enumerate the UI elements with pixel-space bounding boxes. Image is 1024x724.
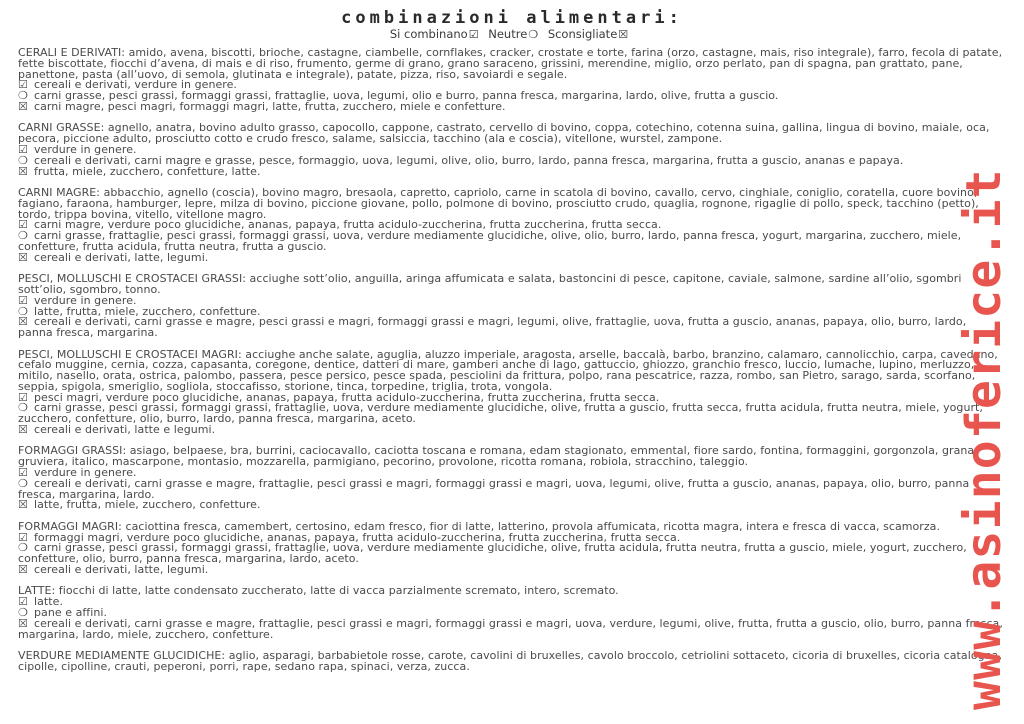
crossed-box-icon: ☒ xyxy=(18,164,28,178)
row-neutre-text: cereali e derivati, carni grasse e magre, frattaglie, pesci grassi e magri, formaggi grassi e magri, uova, legumi, olive, frutta a guscio, ananas, papaya, olio, burro, panna fresca, margarina, lardo. xyxy=(18,476,970,501)
row-sconsigliate xyxy=(18,99,1003,113)
row-sconsigliate xyxy=(18,500,1003,511)
row-neutre xyxy=(18,543,1003,565)
checked-box-icon: ☑ xyxy=(18,595,28,609)
row-sconsigliate-text: cereali e derivati, carni grasse e magre, frattaglie, pesci grassi e magri, formaggi grassi e magri, uova, verdure, legumi, olive, frutta, frutta a guscio, olio, burro, panna fresca, margarina, lardo, miele, zucchero, confetture. xyxy=(18,616,1003,641)
section-carni-grasse xyxy=(18,123,1003,177)
section-cereali xyxy=(18,48,1003,113)
row-sconsigliate xyxy=(18,565,1003,576)
legend-label-neutre: Neutre xyxy=(488,27,528,41)
row-neutre-text: cereali e derivati, carni magre e grasse, pesce, formaggio, uova, legumi, olive, olio, burro, lardo, panna fresca, margarina, frutta a guscio, ananas e papaya. xyxy=(34,153,904,167)
section-heading: CARNI GRASSE: agnello, anatra, bovino adulto grasso, capocollo, cappone, castrato, cervello di bovino, coppa, cotechino, cotenna suina, gallina, lingua di bovino, maiale, oca, pecora, piccione adulto, prosciutto cotto e crudo fresco, salame, salsiccia, tacchino (ala e coscia), vitellone, wurstel, zampone. xyxy=(18,121,990,146)
row-neutre-text: latte, frutta, miele, zucchero, confetture. xyxy=(34,304,261,318)
row-si-text: verdure in genere. xyxy=(34,293,137,307)
circle-icon: ❍ xyxy=(528,28,539,41)
section-heading: CARNI MAGRE: abbacchio, agnello (coscia), bovino magro, bresaola, capretto, capriolo, carne in scatola di bovino, cavallo, cervo, cinghiale, coniglio, coratella, cuore bovino, fagiano, faraona, hamburger, lepre, milza di bovino, piccione giovane, pollo, polmone di bovino, prosciutto crudo, quaglia, rognone, rigaglie di pollo, speck, tacchino (petto), tordo, trippa bovina, vitello, vitellone magro. xyxy=(18,185,979,221)
row-si-text: formaggi magri, verdure poco glucidiche, ananas, papaya, frutta acidulo-zuccherina, frutta zuccherina, frutta secca. xyxy=(34,530,681,544)
row-si-text: verdure in genere. xyxy=(34,466,137,480)
row-neutre xyxy=(18,403,1003,425)
row-neutre-text: carni grasse, pesci grassi, formaggi grassi, frattaglie, uova, verdure mediamente glucidiche, olive, frutta acidula, frutta neutra, frutta a guscio, miele, yogurt, zucchero, confetture, olio, burro, panna fresca, margarina, lardo, aceto. xyxy=(18,541,967,566)
legend-label-sconsigliate: Sconsigliate xyxy=(547,27,618,41)
section-heading: LATTE: fiocchi di latte, latte condensato zuccherato, latte di vacca parzialmente scremato, intero, scremato. xyxy=(18,584,619,598)
section-heading: FORMAGGI GRASSI: asiago, belpaese, bra, burrini, caciocavallo, caciotta toscana e romana, edam stagionato, emmental, fiore sardo, fontina, formaggini, gorgonzola, grana, gruviera, italico, mascarpone, montasio, mozzarella, parmigiano, pecorino, provolone, ricotta romana, robiola, stracchino, taleggio. xyxy=(18,444,978,469)
circle-icon: ❍ xyxy=(18,153,28,167)
row-sconsigliate-text: latte, frutta, miele, zucchero, confetture. xyxy=(34,498,261,512)
section-heading: PESCI, MOLLUSCHI E CROSTACEI MAGRI: acciughe anche salate, aguglia, aluzzo imperiale, aragosta, arselle, baccalà, barbo, branzino, calamaro, cannolicchio, carpa, cavedano, cefalo muggine, cernia, cozza, capasanta, coregone, dentice, datteri di mare, gamberi anche di lago, gattuccio, ghiozzo, granchio fresco, luccio, lumache, lupino, merluzzo, mitilo, nasello, orata, ostrica, palombo, passera, pesce persico, pesce spada, pesciolini da frittura, polpo, rana pescatrice, razza, rombo, san Pietro, sarago, sarda, scorfano, seppia, spigola, smeriglio, sogliola, stoccafisso, storione, tinca, torpedine, triglia, trota, vongola. xyxy=(18,347,998,393)
row-si-text: pesci magri, verdure poco glucidiche, ananas, papaya, frutta acidulo-zuccherina, frutta zuccherina, frutta secca. xyxy=(34,390,660,404)
row-sconsigliate xyxy=(18,616,1003,641)
row-neutre xyxy=(18,231,1003,253)
row-sconsigliate xyxy=(18,164,1003,178)
row-sconsigliate xyxy=(18,250,1003,264)
circle-icon: ❍ xyxy=(18,304,28,318)
row-neutre-text: carni grasse, frattaglie, pesci grassi, formaggi grassi, uova, verdure mediamente glucidiche, olive, olio, burro, lardo, panna fresca, yogurt, margarina, zucchero, miele, confetture, frutta acidula, frutta neutra, frutta a guscio. xyxy=(18,229,962,253)
watermark-text: www.asinoferice.it xyxy=(956,168,1012,710)
crossed-box-icon: ☒ xyxy=(18,99,28,113)
section-verdure-mediamente-glucidiche xyxy=(18,651,1003,673)
row-si xyxy=(18,597,1003,608)
crossed-box-icon: ☒ xyxy=(18,616,28,630)
circle-icon: ❍ xyxy=(18,401,28,415)
section-carni-magre xyxy=(18,185,1003,264)
crossed-box-icon: ☒ xyxy=(18,315,28,329)
crossed-box-icon: ☒ xyxy=(18,423,28,437)
crossed-box-icon: ☒ xyxy=(18,563,28,577)
section-heading: PESCI, MOLLUSCHI E CROSTACEI GRASSI: acciughe sott’olio, anguilla, aringa affumicata e salata, bastoncini di pesce, capitone, caviale, salmone, sardine all’olio, sgombri sott’olio, sgombro, tonno. xyxy=(18,272,962,296)
section-latte xyxy=(18,586,1003,640)
section-formaggi-magri xyxy=(18,519,1003,577)
circle-icon: ❍ xyxy=(18,541,28,555)
row-sconsigliate-text: cereali e derivati, latte, legumi. xyxy=(34,250,209,264)
checked-box-icon: ☑ xyxy=(468,28,479,41)
checked-box-icon: ☑ xyxy=(18,293,28,307)
checked-box-icon: ☑ xyxy=(18,142,28,156)
circle-icon: ❍ xyxy=(18,606,28,620)
food-combination-list xyxy=(18,48,1003,683)
row-si-text: cereali e derivati, verdure in genere. xyxy=(34,78,237,92)
checked-box-icon: ☑ xyxy=(18,390,28,404)
row-neutre-text: carni grasse, pesci grassi, formaggi grassi, frattaglie, uova, verdure mediamente glucidiche, olive, frutta a guscio, frutta secca, frutta acidula, frutta neutra, miele, yogurt, zucchero, confetture, olio, burro, lardo, panna fresca, margarina, aceto. xyxy=(18,401,983,426)
circle-icon: ❍ xyxy=(18,89,28,103)
row-sconsigliate-text: cereali e derivati, latte e legumi. xyxy=(34,423,216,437)
row-neutre-text: carni grasse, pesci grassi, formaggi grassi, frattaglie, uova, legumi, olio e burro, panna fresca, margarina, lardo, olive, frutta a guscio. xyxy=(34,89,779,103)
row-neutre xyxy=(18,476,1003,501)
section-pesci-magri xyxy=(18,347,1003,437)
row-sconsigliate xyxy=(18,317,1003,339)
crossed-box-icon: ☒ xyxy=(618,28,629,41)
checked-box-icon: ☑ xyxy=(18,78,28,92)
section-heading: FORMAGGI MAGRI: caciottina fresca, camembert, certosino, edam fresco, fior di latte, latterino, provola affumicata, ricotta magra, intera e fresca di vacca, scamorza. xyxy=(18,519,941,533)
legend xyxy=(0,27,1024,42)
row-sconsigliate-text: frutta, miele, zucchero, confetture, latte. xyxy=(34,164,261,178)
section-formaggi-grassi xyxy=(18,446,1003,511)
row-neutre-text: pane e affini. xyxy=(34,606,107,620)
section-pesci-grassi xyxy=(18,274,1003,339)
row-si-text: latte. xyxy=(34,595,63,609)
row-sconsigliate-text: carni magre, pesci magri, formaggi magri, latte, frutta, zucchero, miele e confetture. xyxy=(34,99,506,113)
section-heading: VERDURE MEDIAMENTE GLUCIDICHE: aglio, asparagi, barbabietole rosse, carote, cavolini di bruxelles, cavolo broccolo, cetriolini sottaceto, cicoria di bruxelles, cicoria catalogna, cipolle, cipolline, crauti, peperoni, porri, rape, sedano rapa, spinaci, verza, zucca. xyxy=(18,649,1002,673)
section-heading: CERALI E DERIVATI: amido, avena, biscotti, brioche, castagne, ciambelle, cornflakes, cracker, crostate e torte, farina (orzo, castagne, mais, riso integrale), farro, fecola di patate, fette biscottate, fiocchi d’avena, di mais e di riso, frumento, germe di grano, grano saraceno, grissini, merendine, miglio, orzo perlato, pan di spagna, pan grattato, pane, panettone, pasta (all’uovo, di semola, glutinata e integrale), patate, pizza, riso, savoiardi e segale. xyxy=(18,46,1003,81)
row-si-text: carni magre, verdure poco glucidiche, ananas, papaya, frutta acidulo-zuccherina, frutta zuccherina, frutta secca. xyxy=(34,218,662,232)
crossed-box-icon: ☒ xyxy=(18,250,28,264)
legend-label-si: Si combinano xyxy=(389,27,468,41)
circle-icon: ❍ xyxy=(18,229,28,243)
row-sconsigliate-text: cereali e derivati, latte, legumi. xyxy=(34,563,209,577)
page-title: combinazioni alimentari: xyxy=(341,8,683,28)
row-si-text: verdure in genere. xyxy=(34,142,137,156)
checked-box-icon: ☑ xyxy=(18,530,28,544)
checked-box-icon: ☑ xyxy=(18,218,28,232)
circle-icon: ❍ xyxy=(18,476,28,490)
checked-box-icon: ☑ xyxy=(18,466,28,480)
crossed-box-icon: ☒ xyxy=(18,498,28,512)
row-sconsigliate-text: cereali e derivati, carni grasse e magre, pesci grassi e magri, formaggi grassi e magri, legumi, olive, frattaglie, uova, frutta a guscio, ananas, papaya, olio, burro, lardo, panna fresca, margarina. xyxy=(18,315,967,340)
row-sconsigliate xyxy=(18,425,1003,436)
